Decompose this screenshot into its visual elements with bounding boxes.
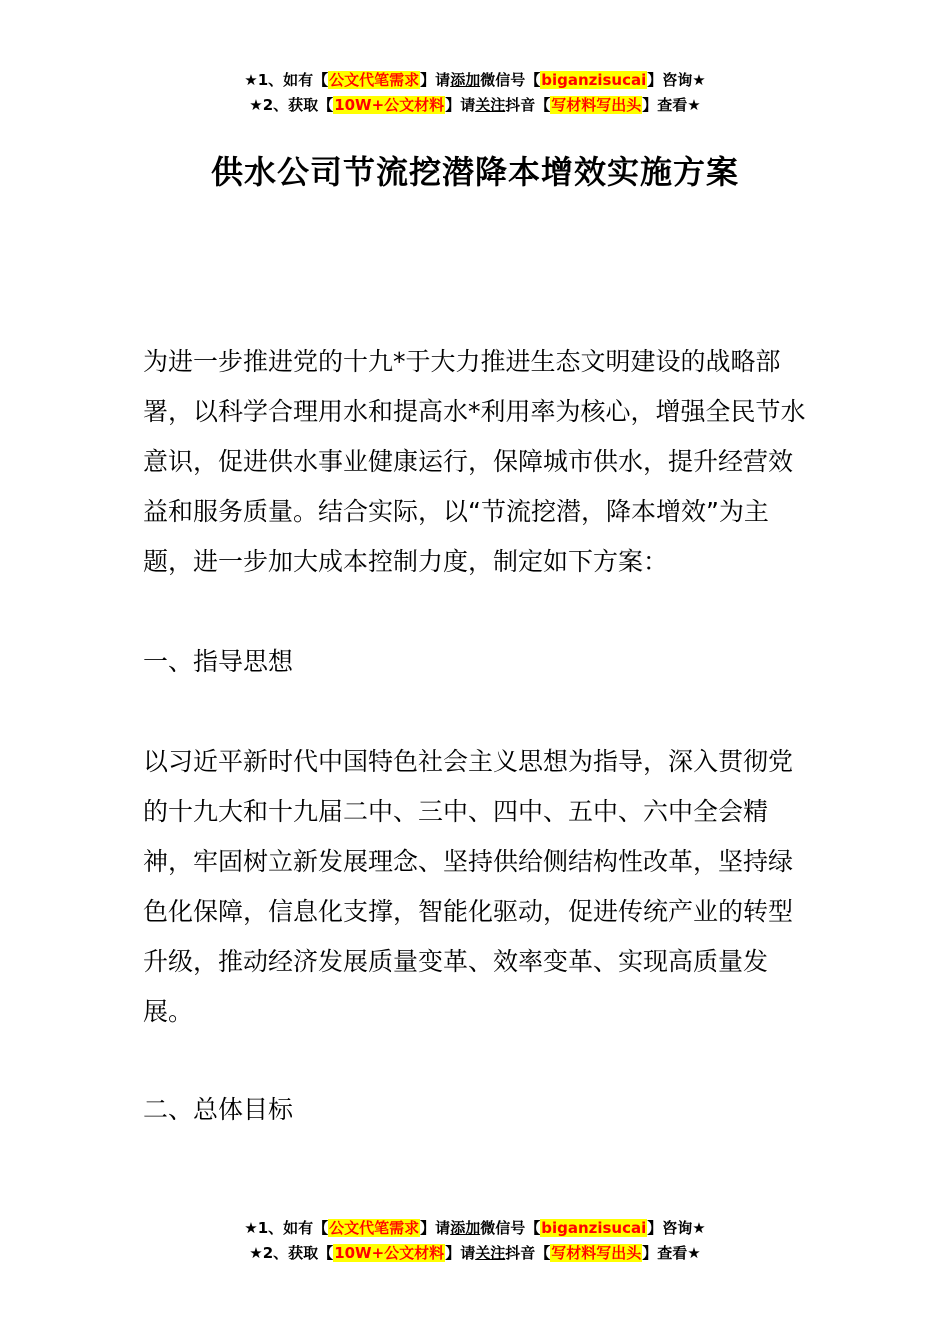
banner-text: 】请 bbox=[420, 1219, 451, 1237]
banner-text: 抖音【 bbox=[505, 1244, 551, 1262]
banner-text: 】咨询★ bbox=[647, 1219, 706, 1237]
banner-line-1 bbox=[0, 1216, 950, 1241]
banner-text: 】查看★ bbox=[642, 1244, 701, 1262]
footer-banner bbox=[0, 1216, 950, 1266]
banner-text: 】查看★ bbox=[642, 96, 701, 114]
banner-text: 微信号【 bbox=[480, 71, 541, 89]
banner-text: 抖音【 bbox=[505, 96, 551, 114]
banner-text: ★2、获取【 bbox=[249, 1244, 334, 1262]
banner-underlined: 关注 bbox=[475, 96, 506, 114]
banner-line-1 bbox=[0, 68, 950, 93]
banner-highlight: 写材料写出头 bbox=[551, 1244, 642, 1262]
banner-text: 】请 bbox=[445, 96, 476, 114]
banner-text: 】请 bbox=[445, 1244, 476, 1262]
banner-highlight: biganzisucai bbox=[541, 71, 647, 89]
document-title: 供水公司节流挖潜降本增效实施方案 bbox=[210, 153, 739, 191]
guiding-ideology-paragraph: 以习近平新时代中国特色社会主义思想为指导，深入贯彻党的十九大和十九届二中、三中、四中、五中、六中全会精神，牢固树立新发展理念、坚持供给侧结构性改革，坚持绿色化保障，信息化支撑，智能化驱动，促进传统产业的转型升级，推动经济发展质量变革、效率变革、实现高质量发展。 bbox=[143, 747, 794, 1026]
banner-line-2 bbox=[0, 1241, 950, 1266]
section-heading-overall-goal: 二、总体目标 bbox=[143, 1095, 294, 1124]
banner-underlined: 添加 bbox=[450, 71, 481, 89]
banner-text: 】咨询★ bbox=[647, 71, 706, 89]
banner-text: 微信号【 bbox=[480, 1219, 541, 1237]
banner-highlight: 10W+公文材料 bbox=[334, 1244, 445, 1262]
intro-paragraph: 为进一步推进党的十九*于大力推进生态文明建设的战略部署，以科学合理用水和提高水*利用率为核心，增强全民节水意识，促进供水事业健康运行，保障城市供水，提升经营效益和服务质量。结合实际，以“节流挖潜，降本增效”为主题，进一步加大成本控制力度，制定如下方案： bbox=[143, 347, 806, 576]
banner-underlined: 添加 bbox=[450, 1219, 481, 1237]
banner-highlight: 公文代笔需求 bbox=[329, 1219, 420, 1237]
banner-highlight: 写材料写出头 bbox=[551, 96, 642, 114]
banner-text: ★1、如有【 bbox=[244, 1219, 329, 1237]
banner-highlight: 10W+公文材料 bbox=[334, 96, 445, 114]
banner-underlined: 关注 bbox=[475, 1244, 506, 1262]
header-banner bbox=[0, 68, 950, 118]
banner-highlight: biganzisucai bbox=[541, 1219, 647, 1237]
banner-line-2 bbox=[0, 93, 950, 118]
banner-text: ★2、获取【 bbox=[249, 96, 334, 114]
banner-text: 】请 bbox=[420, 71, 451, 89]
section-heading-guiding-ideology: 一、指导思想 bbox=[143, 647, 294, 676]
banner-text: ★1、如有【 bbox=[244, 71, 329, 89]
banner-highlight: 公文代笔需求 bbox=[329, 71, 420, 89]
